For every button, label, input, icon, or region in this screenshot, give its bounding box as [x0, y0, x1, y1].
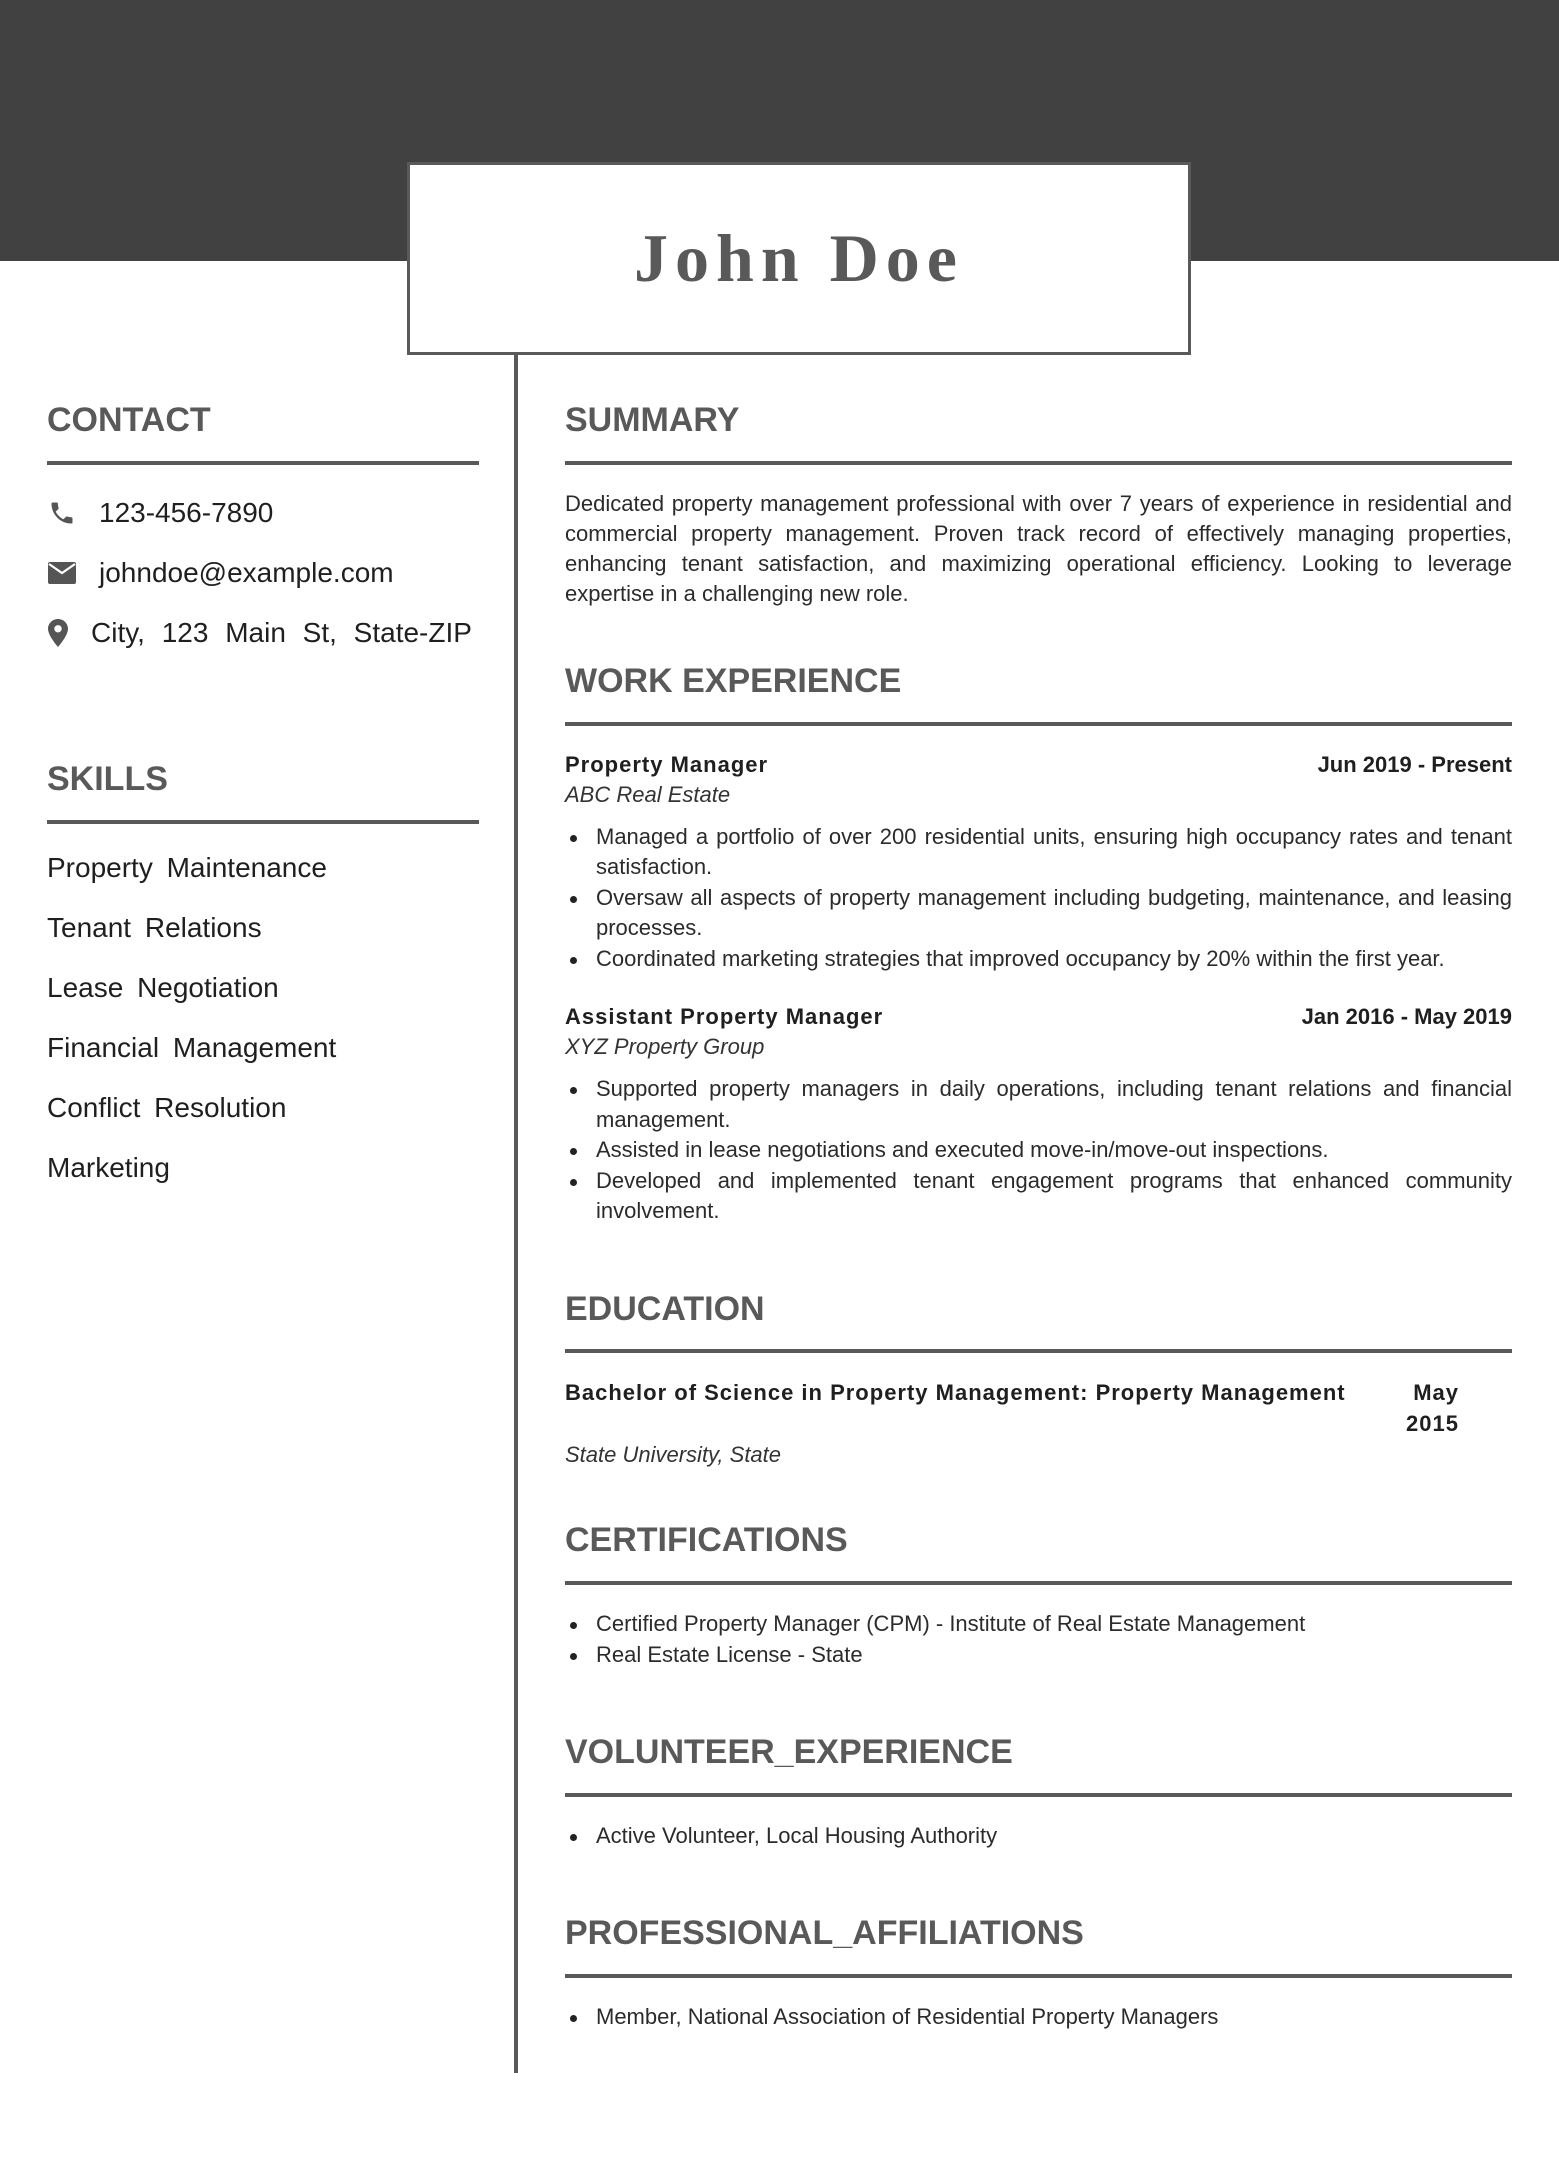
skill-item: Tenant Relations: [47, 911, 262, 943]
job-bullets: [565, 822, 1512, 975]
left-column: [47, 400, 479, 1198]
job-dates: Jun 2019 - Present: [1317, 751, 1512, 777]
job-bullets: [565, 1074, 1512, 1227]
job-company: ABC Real Estate: [565, 781, 731, 807]
job-dates: Jan 2016 - May 2019: [1301, 1004, 1512, 1030]
contact-section: [47, 400, 479, 663]
volunteer-item: Active Volunteer, Local Housing Authority: [565, 1821, 1512, 1852]
skill-item: Financial Management: [47, 1031, 337, 1063]
skills-heading: SKILLS: [47, 759, 168, 798]
affiliation-list: [565, 2002, 1512, 2033]
school: State University, State: [565, 1442, 782, 1468]
contact-email: [47, 543, 479, 603]
work-experience-heading: WORK EXPERIENCE: [565, 661, 902, 700]
certification-list: [565, 1609, 1512, 1670]
section-rule: [565, 1581, 1512, 1585]
affiliations-heading: PROFESSIONAL_AFFILIATIONS: [565, 1914, 1084, 1953]
job-bullet: Managed a portfolio of over 200 residential units, ensuring high occupancy rates and tenant satisfaction.: [565, 822, 1512, 883]
volunteer-heading: VOLUNTEER_EXPERIENCE: [565, 1733, 1013, 1772]
job-entry: [565, 750, 1512, 975]
summary-section: [565, 400, 1512, 609]
education-heading: EDUCATION: [565, 1289, 765, 1328]
job-bullet: Developed and implemented tenant engagement programs that enhanced community involvement.: [565, 1166, 1512, 1227]
job-bullet: Assisted in lease negotiations and executed move-in/move-out inspections.: [565, 1135, 1512, 1166]
job-company: XYZ Property Group: [565, 1034, 765, 1060]
contact-phone: [47, 483, 479, 543]
job-entry: [565, 1002, 1512, 1227]
candidate-name: John Doe: [634, 220, 964, 296]
address: City, 123 Main St, State-ZIP: [91, 616, 472, 648]
section-rule: [47, 820, 479, 824]
right-column: [565, 400, 1512, 2033]
map-pin-icon: [47, 618, 69, 648]
section-rule: [565, 1793, 1512, 1797]
email-address[interactable]: johndoe@example.com: [99, 556, 394, 588]
section-rule: [565, 1349, 1512, 1353]
volunteer-section: [565, 1732, 1512, 1851]
certifications-section: [565, 1520, 1512, 1670]
job-bullet: Supported property managers in daily operations, including tenant relations and financial management.: [565, 1074, 1512, 1135]
certifications-heading: CERTIFICATIONS: [565, 1521, 848, 1560]
certification-item: Real Estate License - State: [565, 1640, 1512, 1671]
section-rule: [47, 461, 479, 465]
degree: Bachelor of Science in Property Management: Property Management: [565, 1380, 1346, 1406]
phone-number[interactable]: 123-456-7890: [99, 496, 274, 528]
education-section: [565, 1289, 1512, 1471]
skill-item: Conflict Resolution: [47, 1091, 287, 1123]
job-bullet: Oversaw all aspects of property management including budgeting, maintenance, and leasing processes.: [565, 883, 1512, 944]
skill-item: Lease Negotiation: [47, 971, 279, 1003]
contact-list: [47, 483, 479, 663]
graduation-date: May 2015: [1406, 1380, 1459, 1437]
phone-icon: [47, 498, 77, 528]
column-divider: [514, 355, 518, 2073]
contact-heading: CONTACT: [47, 401, 211, 439]
summary-heading: SUMMARY: [565, 401, 740, 439]
skill-item: Property Maintenance: [47, 851, 327, 883]
certification-item: Certified Property Manager (CPM) - Institute of Real Estate Management: [565, 1609, 1512, 1640]
summary-text: Dedicated property management professional with over 7 years of experience in residential and commercial property management. Proven track record of effectively managing properties, enhancing tenant satisfaction, and maximizing operational efficiency. Looking to leverage expertise in a challenging new role.: [565, 490, 1512, 606]
job-bullet: Coordinated marketing strategies that improved occupancy by 20% within the first year.: [565, 944, 1512, 975]
volunteer-list: [565, 1821, 1512, 1852]
skill-list: [47, 838, 479, 1198]
affiliations-section: [565, 1913, 1512, 2032]
section-rule: [565, 722, 1512, 726]
envelope-icon: [47, 558, 77, 588]
skill-item: Marketing: [47, 1151, 170, 1183]
skills-section: [47, 759, 479, 1198]
section-rule: [565, 461, 1512, 465]
job-title: Assistant Property Manager: [565, 1004, 884, 1030]
name-box: [407, 162, 1191, 355]
affiliation-item: Member, National Association of Residential Property Managers: [565, 2002, 1512, 2033]
job-title: Property Manager: [565, 751, 769, 777]
section-rule: [565, 1974, 1512, 1978]
work-experience-section: [565, 661, 1512, 1227]
contact-address: [47, 603, 479, 663]
